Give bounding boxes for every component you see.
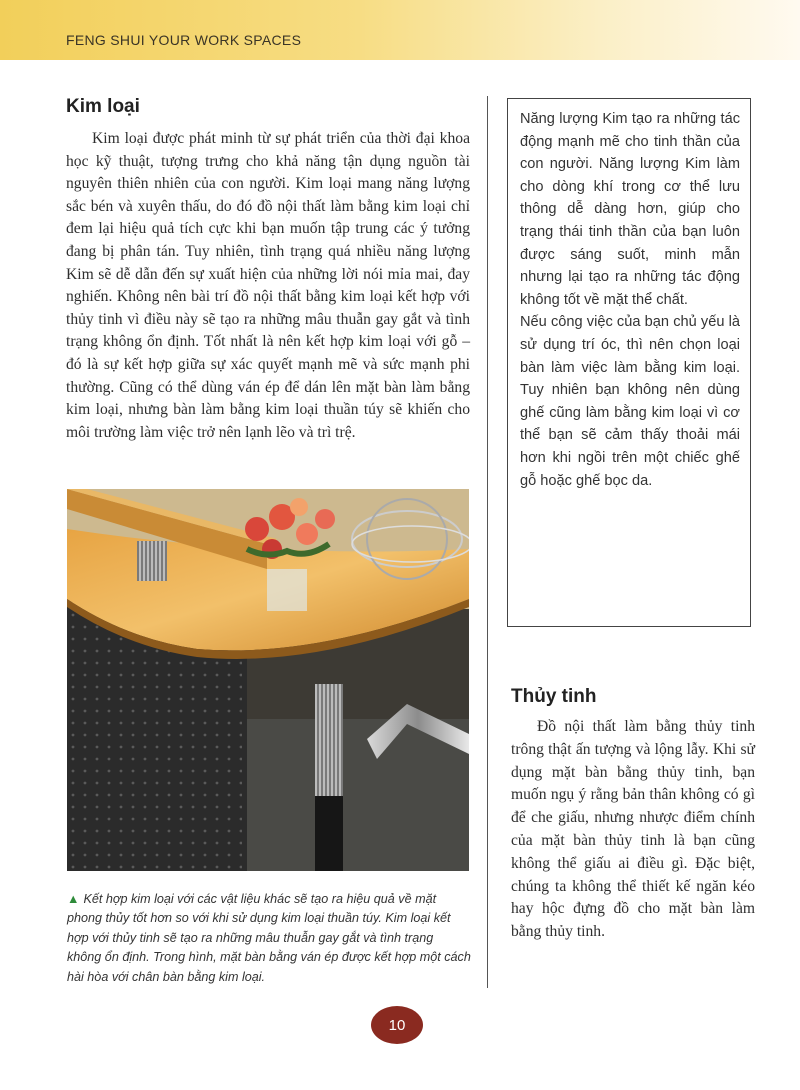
page-number-badge xyxy=(371,1006,423,1044)
sidebar-paragraph-2: Nếu công việc của bạn chủ yếu là sử dụng trí óc, thì nên chọn loại bàn làm việc làm bằng kim loại. Tuy nhiên bạn không nên dùng ghế cũng làm bằng kim loại vì cơ thể bạn sẽ cảm thấy thoải mái hơn khi ngồi trên một chiếc ghế gỗ hoặc ghế bọc da. xyxy=(520,314,740,489)
glass-paragraph: Đồ nội thất làm bằng thủy tinh trông thật ấn tượng và lộng lẫy. Khi sử dụng mặt bàn bằng thủy tinh, bạn muốn ngụ ý rằng bản thân không có gì để che giấu, nhưng nhược điểm chính của mặt bàn thủy tinh là bạn cũng không thể giấu ai điều gì. Đặc biệt, chúng ta không thể thiết kế ngăn kéo hay hộc đựng đồ cho mặt bàn làm bằng thủy tinh. xyxy=(511,718,755,941)
heading-metal: Kim loại xyxy=(66,96,140,117)
figure-caption xyxy=(67,890,471,987)
glass-body xyxy=(511,716,755,944)
page-number: 10 xyxy=(388,1016,406,1034)
metal-body xyxy=(66,128,470,444)
triangle-marker-icon: ▲ xyxy=(67,892,80,906)
heading-glass: Thủy tinh xyxy=(511,686,597,707)
caption-text: Kết hợp kim loại với các vật liệu khác sẽ tạo ra hiệu quả về mặt phong thủy tốt hơn so với khi sử dụng kim loại thuần túy. Kim loại kết hợp với thủy tinh sẽ tạo ra những mâu thuẫn gay gắt và tình trạng không ổn định. Trong hình, mặt bàn bằng ván ép được kết hợp một cách hài hòa với chân bàn bằng kim loại. xyxy=(67,892,471,984)
desk-photo-illustration xyxy=(67,489,469,871)
sidebar-box xyxy=(507,98,751,627)
desk-photo xyxy=(67,489,469,871)
header-band xyxy=(0,0,800,60)
metal-paragraph: Kim loại được phát minh từ sự phát triển của thời đại khoa học kỹ thuật, tượng trưng cho khả năng tận dụng nguồn tài nguyên thiên nhiên của con người. Kim loại mang năng lượng sắc bén và xuyên thấu, do đó đồ nội thất làm bằng kim loại chỉ đem lại hiệu quả tích cực khi bạn muốn tập trung các ý tưởng đang bị phân tán. Tuy nhiên, tình trạng quá nhiều năng lượng Kim sẽ dễ dẫn đến sự xuất hiện của những lời nói mỉa mai, đay nghiến. Không nên bài trí đồ nội thất bằng kim loại kết hợp với thủy tinh vì điều này sẽ tạo ra những mâu thuẫn gay gắt và tình trạng không ổn định. Tốt nhất là nên kết hợp kim loại với gỗ – đó là sự kết hợp giữa sự xác quyết mạnh mẽ và sức mạnh phi thường. Cũng có thể dùng ván ép để dán lên mặt bàn làm bằng kim loại, nhưng bàn làm bằng kim loại thuần túy sẽ khiến cho môi trường làm việc trở nên lạnh lẽo và trì trệ. xyxy=(66,130,470,441)
column-divider xyxy=(487,96,488,988)
sidebar-paragraph-1: Năng lượng Kim tạo ra những tác động mạnh mẽ cho tinh thần của con người. Năng lượng Kim làm cho dòng khí trong cơ thể lưu thông dễ dàng hơn, giúp cho trạng thái tinh thần của bạn luôn được sáng suốt, minh mẫn nhưng lại tạo ra những tác động không tốt về mặt thể chất. xyxy=(520,111,740,308)
running-title: FENG SHUI YOUR WORK SPACES xyxy=(66,32,302,48)
